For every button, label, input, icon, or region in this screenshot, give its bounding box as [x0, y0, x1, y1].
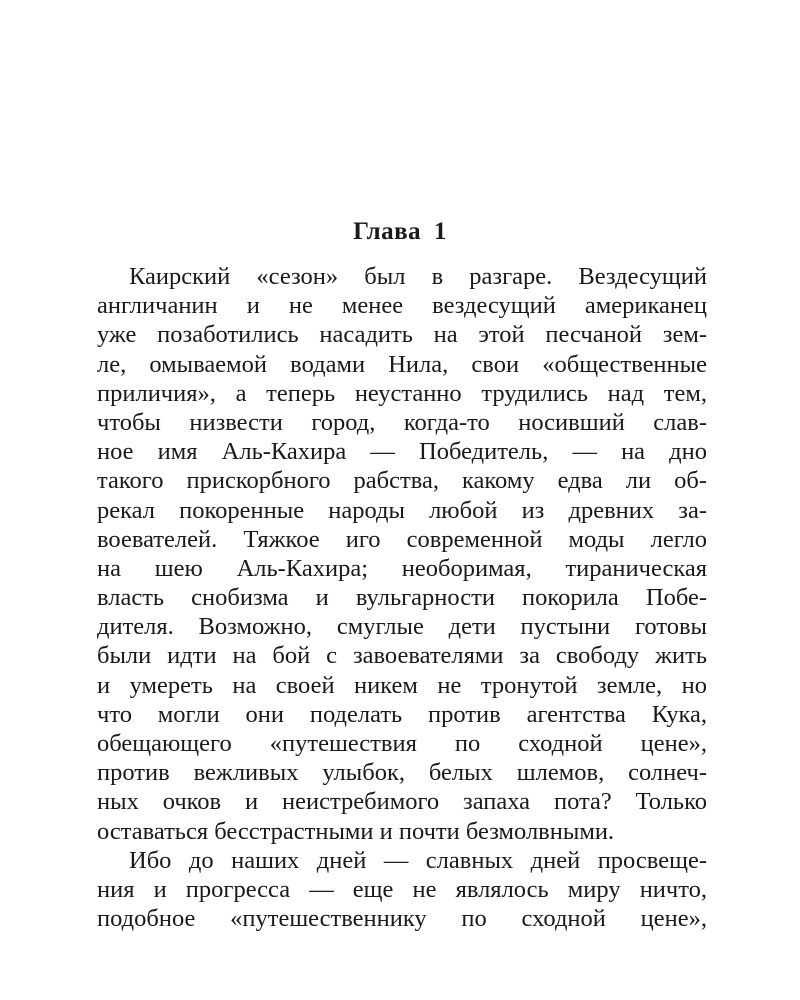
- text-line: чтобы низвести город, когда-то носивший слав-: [97, 408, 707, 436]
- text-line: ных очков и неистребимого запаха пота? Только: [97, 788, 707, 816]
- text-line: ния и прогресса — еще не являлось миру ничто,: [97, 875, 707, 903]
- text-line: воевателей. Тяжкое иго современной моды легло: [97, 525, 707, 553]
- text-line: Каирский «сезон» был в разгаре. Вездесущий: [129, 263, 707, 290]
- text-line: дителя. Возможно, смуглые дети пустыни готовы: [97, 613, 707, 641]
- text-line: на шею Аль-Кахира; необоримая, тираническая: [97, 554, 707, 582]
- text-line: англичанин и не менее вездесущий американец: [97, 292, 707, 320]
- text-line: подобное «путешественнику по сходной цене»,: [97, 905, 707, 933]
- text-line: оставаться бесстрастными и почти безмолвными.: [97, 817, 615, 845]
- text-line: приличия», а теперь неустанно трудились над тем,: [97, 379, 707, 407]
- text-line: рекал покоренные народы любой из древних за-: [97, 496, 707, 524]
- text-line: против вежливых улыбок, белых шлемов, солнеч-: [97, 759, 707, 787]
- chapter-text: [97, 262, 707, 933]
- text-line: и умереть на своей никем не тронутой земле, но: [97, 671, 707, 699]
- text-line: власть снобизма и вульгарности покорила Побе-: [97, 584, 707, 612]
- text-line: Ибо до наших дней — славных дней просвеще-: [129, 846, 707, 874]
- text-line: обещающего «путешествия по сходной цене»,: [97, 730, 707, 757]
- text-line: такого прискорбного рабства, какому едва ли об-: [97, 467, 707, 495]
- text-line: уже позаботились насадить на этой песчаной зем-: [97, 321, 707, 349]
- chapter-title: Глава 1: [353, 218, 447, 245]
- text-line: были идти на бой с завоевателями за свободу жить: [97, 642, 707, 670]
- text-line: ное имя Аль-Кахира — Победитель, — на дно: [97, 438, 707, 466]
- text-line: что могли они поделать против агентства Кука,: [97, 700, 707, 728]
- text-line: ле, омываемой водами Нила, свои «общественные: [97, 350, 707, 378]
